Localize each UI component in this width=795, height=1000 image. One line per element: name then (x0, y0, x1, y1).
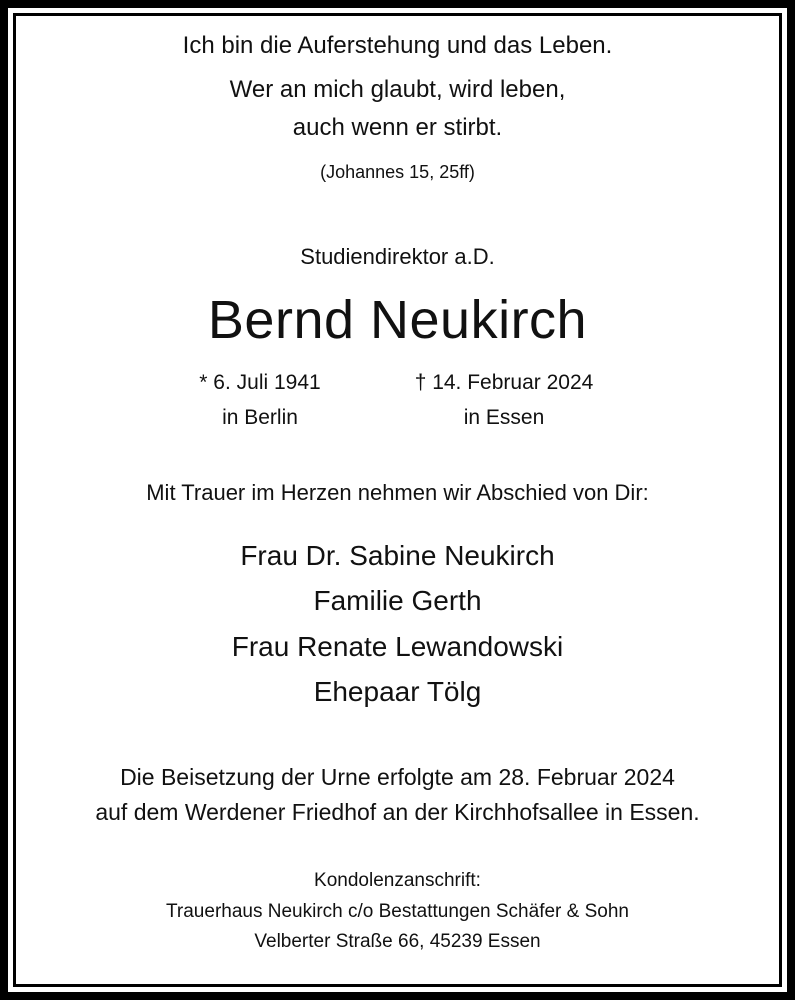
death-place: in Essen (463, 406, 545, 429)
mourner: Frau Dr. Sabine Neukirch (240, 540, 555, 571)
birth-place: in Berlin (222, 406, 298, 429)
burial-line: Die Beisetzung der Urne erfolgte am 28. Februar 2024 (120, 764, 675, 790)
mourner: Ehepaar Tölg (313, 676, 482, 707)
verse-line: Ich bin die Auferstehung und das Leben. (182, 32, 613, 59)
verse-line: auch wenn er stirbt. (292, 114, 503, 141)
mourner: Familie Gerth (313, 585, 482, 616)
deceased-title: Studiendirektor a.D. (300, 244, 495, 269)
condolence-address: Trauerhaus Neukirch c/o Bestattungen Schäfer & Sohn (166, 901, 629, 922)
deceased-name: Bernd Neukirch (207, 290, 588, 350)
birth-date: * 6. Juli 1941 (199, 371, 321, 394)
mourning-line: Mit Trauer im Herzen nehmen wir Abschied von Dir: (146, 480, 649, 505)
burial-line: auf dem Werdener Friedhof an der Kirchhofsallee in Essen. (95, 799, 700, 825)
verse-line: Wer an mich glaubt, wird leben, (229, 76, 566, 103)
death-date: † 14. Februar 2024 (414, 371, 594, 394)
mourner: Frau Renate Lewandowski (231, 631, 564, 662)
verse-citation: (Johannes 15, 25ff) (320, 162, 475, 182)
condolence-address: Velberter Straße 66, 45239 Essen (254, 931, 541, 952)
condolence-label: Kondolenzanschrift: (314, 870, 481, 891)
